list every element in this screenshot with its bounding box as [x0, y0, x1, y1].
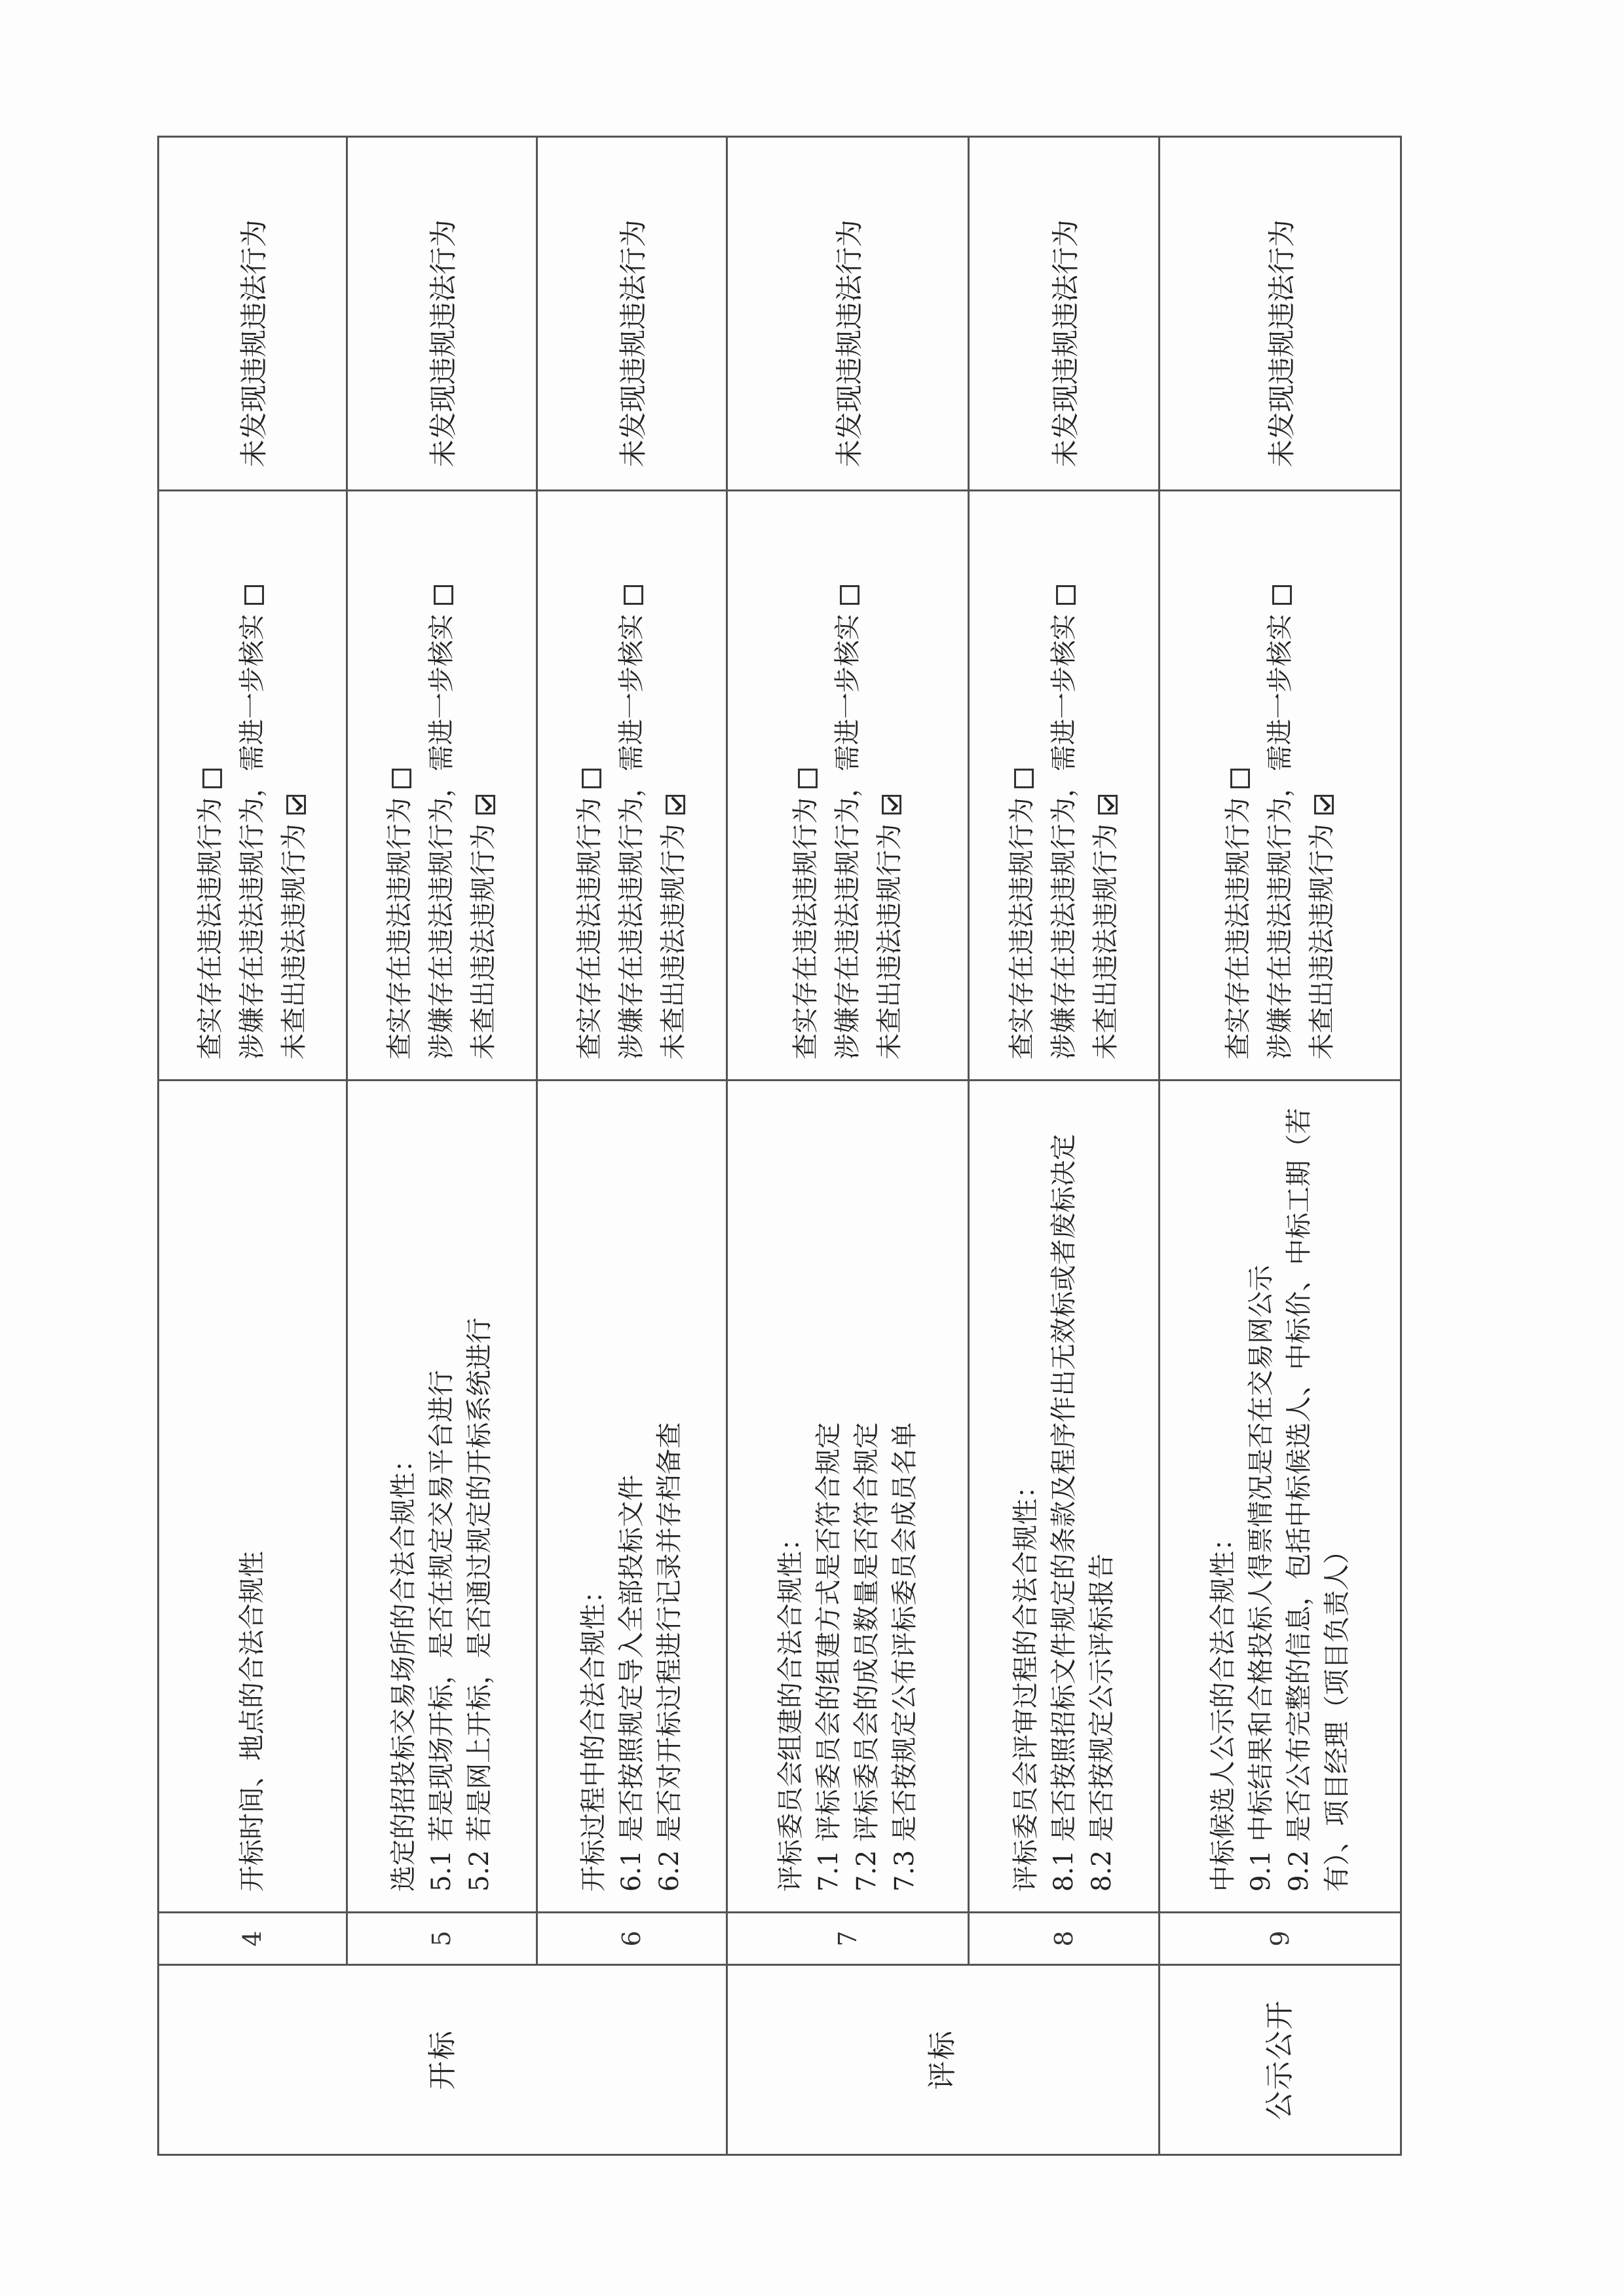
checkbox-checked[interactable]: [1098, 795, 1118, 814]
row-number: 6: [537, 1913, 727, 1965]
status-label: 未查出违法违规行为: [1306, 824, 1337, 1060]
status-label: 未查出违法违规行为: [875, 824, 905, 1060]
status-option[interactable]: [1085, 511, 1127, 1060]
checkbox[interactable]: [798, 769, 818, 788]
content-line: 5.2 若是网上开标，是否通过规定的开标系统进行: [464, 1317, 495, 1892]
status-option[interactable]: [273, 511, 315, 1060]
result-cell: 未发现违规违法行为: [727, 137, 969, 491]
status-label: 未查出违法违规行为: [468, 824, 499, 1060]
table-row: [347, 137, 537, 2155]
content-heading: 开标时间、地点的合法合规性: [237, 1551, 268, 1892]
check-content: [727, 1081, 969, 1913]
status-options: [1159, 491, 1401, 1081]
checkbox[interactable]: [1230, 769, 1250, 788]
status-label: 涉嫌存在违法违规行为，需进一步核实: [833, 614, 863, 1060]
status-option[interactable]: [827, 511, 869, 1060]
check-content: [969, 1081, 1159, 1913]
result-cell: 未发现违规违法行为: [969, 137, 1159, 491]
content-line: 8.2 是否按规定公示评标报告: [1087, 1553, 1118, 1892]
status-option[interactable]: [1259, 511, 1301, 1060]
result-cell: 未发现违规违法行为: [159, 137, 347, 491]
status-label: 查实存在违法违规行为: [575, 797, 605, 1060]
row-number: 5: [347, 1913, 537, 1965]
status-option[interactable]: [652, 511, 694, 1060]
checkbox[interactable]: [582, 769, 601, 788]
status-label: 涉嫌存在违法违规行为，需进一步核实: [1049, 614, 1080, 1060]
content-line: 6.2 是否对开标过程进行记录并存档备查: [654, 1422, 685, 1892]
row-number: 8: [969, 1913, 1159, 1965]
status-option[interactable]: [1043, 511, 1085, 1060]
checkbox[interactable]: [202, 769, 222, 788]
checkbox-checked[interactable]: [286, 795, 306, 814]
table-row: [969, 137, 1159, 2155]
status-option[interactable]: [463, 511, 504, 1060]
status-label: 查实存在违法违规行为: [1007, 797, 1038, 1060]
status-options: [537, 491, 727, 1081]
check-content: [347, 1081, 537, 1913]
status-options: [159, 491, 347, 1081]
status-label: 查实存在违法违规行为: [385, 797, 415, 1060]
status-options: [347, 491, 537, 1081]
status-options: [727, 491, 969, 1081]
content-heading: 开标过程中的合法合规性：: [578, 1577, 609, 1892]
checkbox[interactable]: [1056, 585, 1076, 605]
status-option[interactable]: [1001, 511, 1043, 1060]
row-number: 9: [1159, 1913, 1401, 1965]
stage-cell-publicity: 公示公开: [1159, 1965, 1401, 2155]
row-number: 4: [159, 1913, 347, 1965]
checkbox-checked[interactable]: [476, 795, 495, 814]
content-line: 7.1 评标委员会的组建方式是否符合规定: [814, 1422, 844, 1892]
checkbox[interactable]: [434, 585, 453, 605]
status-option[interactable]: [569, 511, 611, 1060]
table-row: [537, 137, 727, 2155]
result-cell: 未发现违规违法行为: [1159, 137, 1401, 491]
checkbox-checked[interactable]: [882, 795, 901, 814]
checkbox[interactable]: [244, 585, 264, 605]
content-heading: 评标委员会评审过程的合法合规性：: [1011, 1472, 1042, 1892]
status-option[interactable]: [869, 511, 911, 1060]
stage-cell-evaluation: 评标: [727, 1965, 1160, 2155]
result-cell: 未发现违规违法行为: [537, 137, 727, 491]
status-label: 查实存在违法违规行为: [791, 797, 821, 1060]
check-content: [537, 1081, 727, 1913]
content-line: 7.2 评标委员会的成员数量是否符合规定: [852, 1422, 882, 1892]
table-row: [1159, 137, 1401, 2155]
row-number: 7: [727, 1913, 969, 1965]
checkbox[interactable]: [1272, 585, 1292, 605]
status-label: 未查出违法违规行为: [279, 824, 310, 1060]
status-option[interactable]: [1217, 511, 1259, 1060]
content-heading: 评标委员会组建的合法合规性：: [776, 1525, 806, 1892]
checkbox[interactable]: [392, 769, 411, 788]
status-label: 涉嫌存在违法违规行为，需进一步核实: [1264, 614, 1295, 1060]
content-line: 9.1 中标结果和合格投标人得票情况是否在交易网公示: [1245, 1265, 1276, 1892]
result-cell: 未发现违规违法行为: [347, 137, 537, 491]
checkbox[interactable]: [1014, 769, 1034, 788]
rotated-table-wrapper: [157, 138, 1402, 2156]
status-options: [969, 491, 1159, 1081]
status-label: 涉嫌存在违法违规行为，需进一步核实: [237, 614, 268, 1060]
stage-cell-opening: 开标: [159, 1965, 727, 2155]
check-content: [159, 1081, 347, 1913]
status-label: 查实存在违法违规行为: [1222, 797, 1253, 1060]
status-label: 涉嫌存在违法违规行为，需进一步核实: [616, 614, 647, 1060]
content-line: 8.1 是否按照招标文件规定的条款及程序作出无效标或者废标决定: [1049, 1134, 1080, 1892]
content-heading: 中标候选人公示的合法合规性：: [1207, 1525, 1238, 1892]
content-line: 6.1 是否按照规定导入全部投标文件: [616, 1474, 647, 1892]
content-line: 7.3 是否按规定公布评标委员会成员名单: [890, 1422, 920, 1892]
status-option[interactable]: [1301, 511, 1343, 1060]
status-label: 查实存在违法违规行为: [195, 797, 226, 1060]
checkbox[interactable]: [840, 585, 859, 605]
content-heading: 选定的招投标交易场所的合法合规性：: [388, 1446, 419, 1892]
status-label: 未查出违法违规行为: [1091, 824, 1122, 1060]
status-option[interactable]: [189, 511, 231, 1060]
status-option[interactable]: [421, 511, 463, 1060]
status-option[interactable]: [379, 511, 421, 1060]
checkbox[interactable]: [624, 585, 643, 605]
table-row: [727, 137, 969, 2155]
checkbox-checked[interactable]: [1314, 795, 1334, 814]
content-line: 9.2 是否公布完整的信息，包括中标候选人、中标价、中标工期（若有）、项目经理（项目负责人）: [1283, 1107, 1352, 1892]
status-option[interactable]: [611, 511, 652, 1060]
table-row: [159, 137, 347, 2155]
status-option[interactable]: [785, 511, 827, 1060]
content-line: 5.1 若是现场开标，是否在规定交易平台进行: [426, 1369, 457, 1892]
check-content: [1159, 1081, 1401, 1913]
status-label: 未查出违法违规行为: [658, 824, 689, 1060]
status-label: 涉嫌存在违法违规行为，需进一步核实: [426, 614, 457, 1060]
inspection-table: [157, 136, 1402, 2156]
checkbox-checked[interactable]: [666, 795, 685, 814]
status-option[interactable]: [231, 511, 273, 1060]
